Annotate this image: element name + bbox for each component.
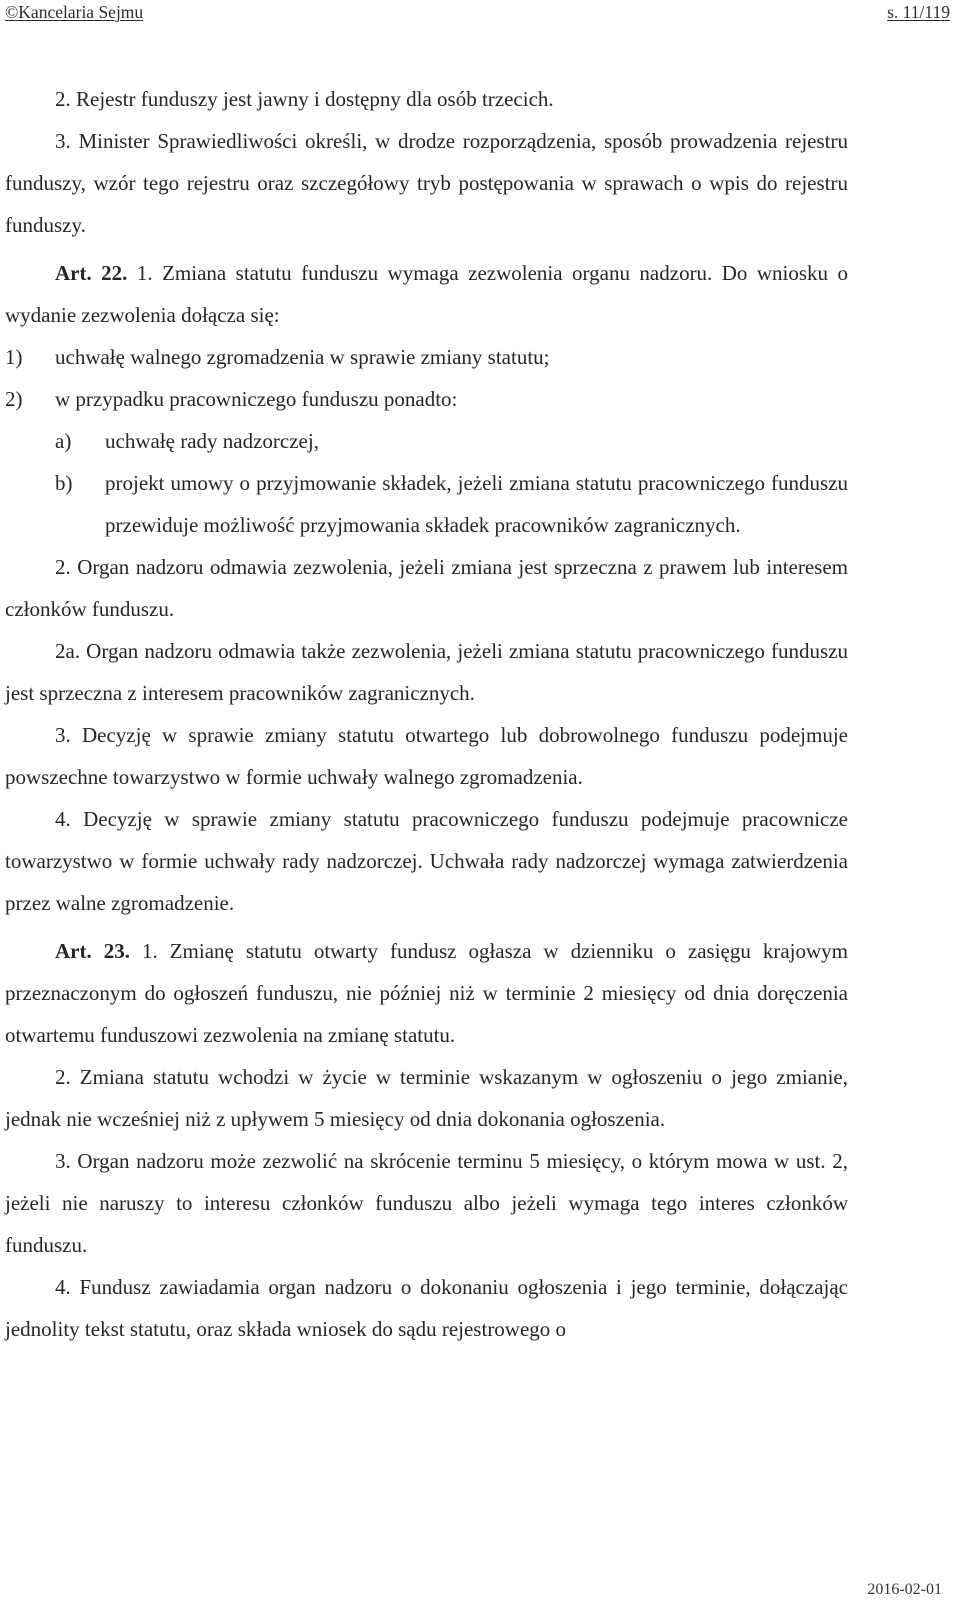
article-22-intro [5, 252, 848, 336]
paragraph-minister-regulation: 3. Minister Sprawiedliwości określi, w drodze rozporządzenia, sposób prowadzenia rejestru funduszy, wzór tego rejestru oraz szczegółowy tryb postępowania w sprawach o wpis do rejestru funduszy. [5, 129, 848, 237]
article-23-paragraph-2: 2. Zmiana statutu wchodzi w życie w terminie wskazanym w ogłoszeniu o jego zmianie, jednak nie wcześniej niż z upływem 5 miesięcy od dnia dokonania ogłoszenia. [5, 1065, 848, 1131]
article-23-paragraph-4: 4. Fundusz zawiadamia organ nadzoru o dokonaniu ogłoszenia i jego terminie, dołączając jednolity tekst statutu, oraz składa wniosek do sądu rejestrowego o [5, 1275, 848, 1341]
article-22-intro-text: 1. Zmiana statutu funduszu wymaga zezwolenia organu nadzoru. Do wniosku o wydanie zezwolenia dołącza się: [5, 261, 849, 327]
sub-list-item-letter: a) [55, 429, 72, 453]
document-body [5, 78, 848, 1350]
list-item-number: 2) [5, 387, 23, 411]
article-22-paragraph-3: 3. Decyzję w sprawie zmiany statutu otwartego lub dobrowolnego funduszu podejmuje powszechne towarzystwo w formie uchwały walnego zgromadzenia. [5, 723, 848, 789]
article-22-number: Art. 22. [55, 261, 128, 285]
article-23-number: Art. 23. [55, 939, 130, 963]
list-item [5, 336, 848, 378]
article-23-paragraph-1-text: 1. Zmianę statutu otwarty fundusz ogłasza w dzienniku o zasięgu krajowym przeznaczonym do ogłoszeń funduszu, nie później niż w terminie 2 miesięcy od dnia doręczenia otwartemu funduszowi zezwolenia na zmianę statutu. [5, 939, 848, 1047]
article-23-paragraph-1 [5, 930, 848, 1056]
sub-list-item [55, 462, 848, 546]
article-22-paragraph-2a: 2a. Organ nadzoru odmawia także zezwolenia, jeżeli zmiana statutu pracowniczego funduszu jest sprzeczna z interesem pracowników zagranicznych. [5, 639, 848, 705]
list-item-text: uchwałę walnego zgromadzenia w sprawie zmiany statutu; [55, 345, 550, 369]
header-copyright: ©Kancelaria Sejmu [5, 2, 144, 22]
article-22-paragraph-4: 4. Decyzję w sprawie zmiany statutu pracowniczego funduszu podejmuje pracownicze towarzystwo w formie uchwały rady nadzorczej. Uchwała rady nadzorczej wymaga zatwierdzenia przez walne zgromadzenie. [5, 807, 848, 915]
list-item [5, 378, 848, 420]
paragraph-registry-public: 2. Rejestr funduszy jest jawny i dostępny dla osób trzecich. [55, 87, 554, 111]
header-page-number: s. 11/119 [887, 2, 950, 22]
list-item-number: 1) [5, 345, 23, 369]
article-22-paragraph-2: 2. Organ nadzoru odmawia zezwolenia, jeżeli zmiana jest sprzeczna z prawem lub interesem członków funduszu. [5, 555, 848, 621]
sub-list-item-text: uchwałę rady nadzorczej, [105, 429, 319, 453]
sub-list-item [55, 420, 848, 462]
footer-date: 2016-02-01 [867, 1581, 942, 1598]
sub-list-item-text: projekt umowy o przyjmowanie składek, jeżeli zmiana statutu pracowniczego funduszu przewiduje możliwość przyjmowania składek pracowników zagranicznych. [105, 471, 848, 537]
list-item-text: w przypadku pracowniczego funduszu ponadto: [55, 387, 458, 411]
sub-list-item-letter: b) [55, 471, 73, 495]
article-23-paragraph-3: 3. Organ nadzoru może zezwolić na skrócenie terminu 5 miesięcy, o którym mowa w ust. 2, jeżeli nie naruszy to interesu członków funduszu albo jeżeli wymaga tego interes członków funduszu. [5, 1149, 848, 1257]
